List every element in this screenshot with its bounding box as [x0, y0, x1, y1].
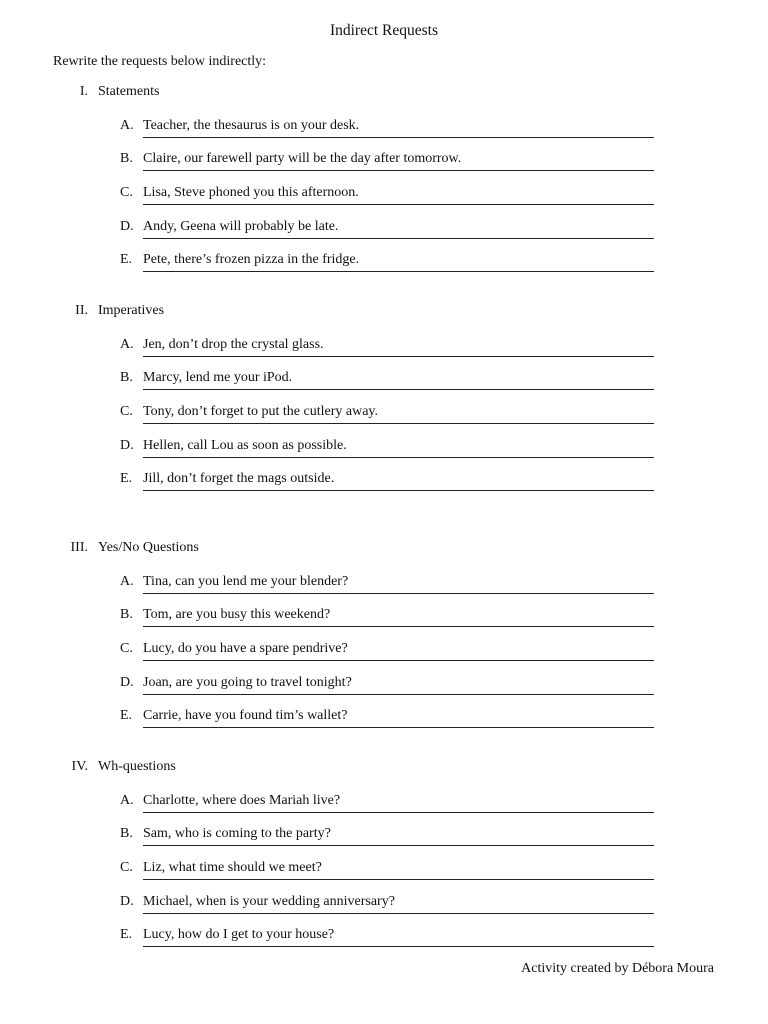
item-prompt: Tina, can you lend me your blender?	[143, 574, 349, 589]
exercise-item	[0, 337, 768, 371]
item-letter: C.	[120, 641, 133, 656]
answer-line[interactable]	[143, 389, 654, 390]
exercise-item	[0, 607, 768, 641]
exercise-item	[0, 185, 768, 219]
item-letter: E.	[120, 471, 133, 486]
answer-line[interactable]	[143, 170, 654, 171]
item-prompt: Tony, don’t forget to put the cutlery away.	[143, 404, 379, 419]
answer-line[interactable]	[143, 812, 654, 813]
exercise-item	[0, 471, 768, 505]
exercise-item	[0, 927, 768, 961]
exercise-item	[0, 860, 768, 894]
item-letter: C.	[120, 404, 133, 419]
exercise-item	[0, 151, 768, 185]
item-letter: B.	[120, 370, 133, 385]
item-prompt: Andy, Geena will probably be late.	[143, 219, 339, 234]
exercise-item	[0, 118, 768, 152]
answer-line[interactable]	[143, 423, 654, 424]
item-letter: A.	[120, 337, 134, 352]
instructions: Rewrite the requests below indirectly:	[53, 54, 267, 69]
answer-line[interactable]	[143, 845, 654, 846]
item-prompt: Lucy, do you have a spare pendrive?	[143, 641, 348, 656]
item-letter: D.	[120, 438, 134, 453]
item-letter: B.	[120, 151, 133, 166]
item-letter: A.	[120, 793, 134, 808]
item-letter: E.	[120, 927, 133, 942]
item-prompt: Jen, don’t drop the crystal glass.	[143, 337, 324, 352]
section-number: I.	[79, 84, 88, 99]
exercise-item	[0, 574, 768, 608]
section-number: IV.	[71, 759, 88, 774]
item-letter: D.	[120, 219, 134, 234]
item-letter: C.	[120, 185, 133, 200]
item-prompt: Sam, who is coming to the party?	[143, 826, 331, 841]
section-number: III.	[70, 540, 88, 555]
answer-line[interactable]	[143, 913, 654, 914]
exercise-item	[0, 252, 768, 286]
answer-line[interactable]	[143, 238, 654, 239]
answer-line[interactable]	[143, 457, 654, 458]
item-prompt: Marcy, lend me your iPod.	[143, 370, 293, 385]
item-prompt: Michael, when is your wedding anniversary?	[143, 894, 395, 909]
section-title: Wh-questions	[98, 759, 176, 774]
item-prompt: Joan, are you going to travel tonight?	[143, 675, 352, 690]
exercise-item	[0, 370, 768, 404]
answer-line[interactable]	[143, 626, 654, 627]
item-letter: D.	[120, 675, 134, 690]
exercise-item	[0, 404, 768, 438]
item-prompt: Hellen, call Lou as soon as possible.	[143, 438, 347, 453]
item-letter: A.	[120, 574, 134, 589]
answer-line[interactable]	[143, 727, 654, 728]
item-prompt: Tom, are you busy this weekend?	[143, 607, 331, 622]
item-prompt: Charlotte, where does Mariah live?	[143, 793, 341, 808]
item-letter: B.	[120, 607, 133, 622]
item-letter: C.	[120, 860, 133, 875]
item-prompt: Claire, our farewell party will be the day after tomorrow.	[143, 151, 462, 166]
answer-line[interactable]	[143, 946, 654, 947]
section-title: Statements	[98, 84, 160, 99]
answer-line[interactable]	[143, 593, 654, 594]
answer-line[interactable]	[143, 271, 654, 272]
author-credit: Activity created by Débora Moura	[521, 961, 714, 976]
item-letter: A.	[120, 118, 134, 133]
item-prompt: Liz, what time should we meet?	[143, 860, 322, 875]
item-letter: E.	[120, 252, 133, 267]
exercise-item	[0, 438, 768, 472]
exercise-item	[0, 708, 768, 742]
item-prompt: Lucy, how do I get to your house?	[143, 927, 335, 942]
item-letter: E.	[120, 708, 133, 723]
item-prompt: Jill, don’t forget the mags outside.	[143, 471, 335, 486]
answer-line[interactable]	[143, 356, 654, 357]
section-title: Yes/No Questions	[98, 540, 199, 555]
exercise-item	[0, 219, 768, 253]
item-prompt: Pete, there’s frozen pizza in the fridge.	[143, 252, 360, 267]
exercise-item	[0, 793, 768, 827]
item-prompt: Teacher, the thesaurus is on your desk.	[143, 118, 360, 133]
answer-line[interactable]	[143, 137, 654, 138]
item-prompt: Lisa, Steve phoned you this afternoon.	[143, 185, 359, 200]
answer-line[interactable]	[143, 879, 654, 880]
answer-line[interactable]	[143, 694, 654, 695]
exercise-item	[0, 641, 768, 675]
answer-line[interactable]	[143, 490, 654, 491]
item-letter: D.	[120, 894, 134, 909]
exercise-item	[0, 826, 768, 860]
page-title: Indirect Requests	[329, 22, 439, 39]
exercise-item	[0, 675, 768, 709]
section-title: Imperatives	[98, 303, 165, 318]
answer-line[interactable]	[143, 204, 654, 205]
answer-line[interactable]	[143, 660, 654, 661]
item-letter: B.	[120, 826, 133, 841]
section-number: II.	[75, 303, 88, 318]
item-prompt: Carrie, have you found tim’s wallet?	[143, 708, 348, 723]
exercise-item	[0, 894, 768, 928]
